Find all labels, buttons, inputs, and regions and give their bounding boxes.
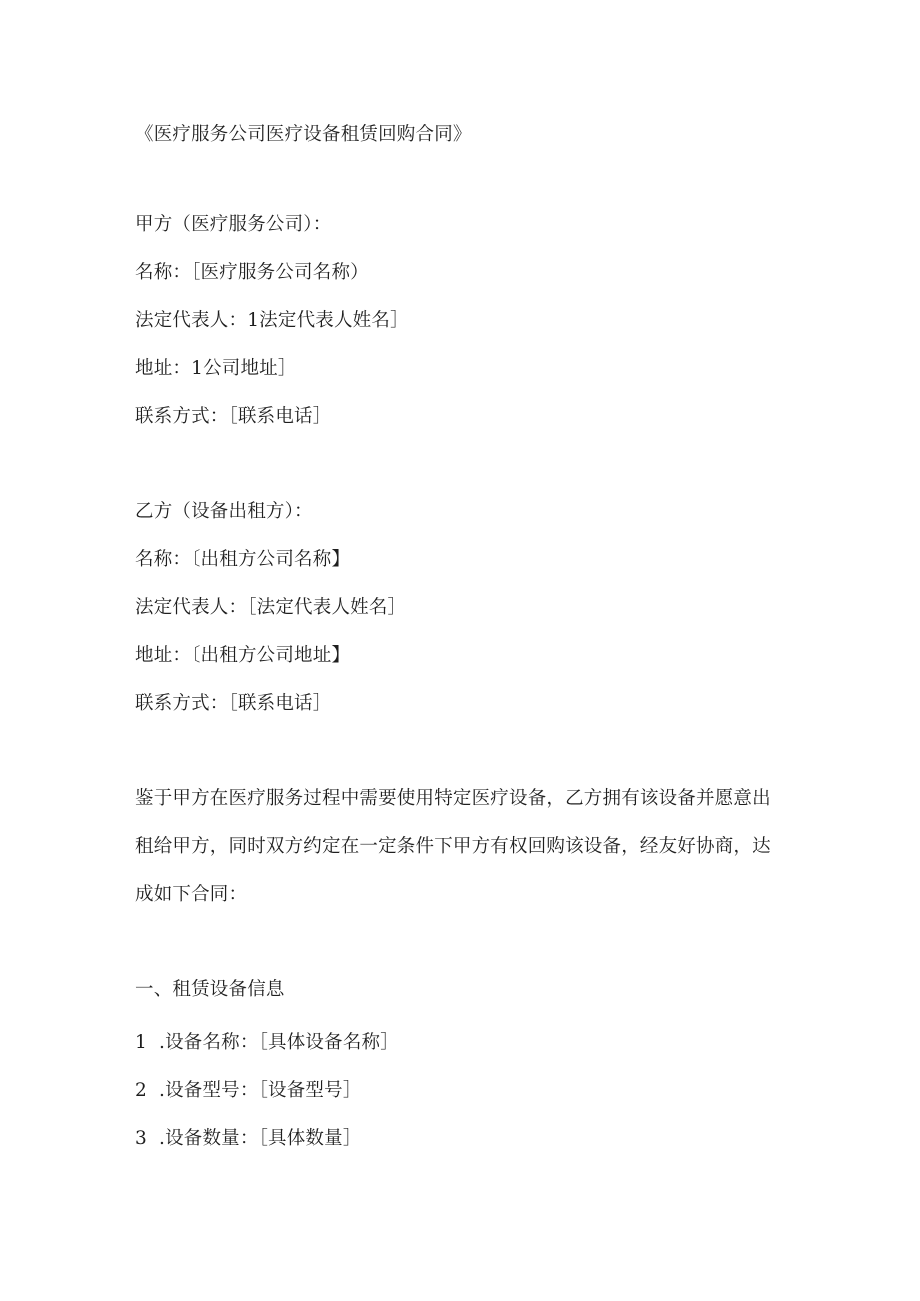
party-a-heading: 甲方（医疗服务公司）： [135, 214, 332, 235]
list-item-text: .设备型号：［设备型号］ [159, 1080, 362, 1101]
list-item [135, 1019, 920, 1067]
preamble-line: 租给甲方，同时双方约定在一定条件下甲方有权回购该设备，经友好协商，达 [135, 836, 771, 857]
list-item-text: .设备名称：［具体设备名称］ [159, 1032, 399, 1053]
contract-title: 《医疗服务公司医疗设备租赁回购合同》 [135, 124, 472, 145]
list-item-number: 1 [135, 1032, 147, 1053]
party-b-legal-representative: 法定代表人：［法定代表人姓名］ [135, 597, 407, 618]
party-b-name: 名称：〔出租方公司名称】 [135, 549, 351, 570]
section-equipment-info [135, 966, 920, 1163]
party-a-address: 地址：1公司地址］ [135, 358, 297, 379]
equipment-list [135, 1019, 920, 1163]
section-heading: 一、租赁设备信息 [135, 979, 285, 1000]
list-item [135, 1115, 920, 1163]
party-b-contact: 联系方式：［联系电话］ [135, 693, 332, 714]
preamble-line: 成如下合同： [135, 884, 248, 905]
list-item-text: .设备数量：［具体数量］ [159, 1128, 362, 1149]
preamble-line: 鉴于甲方在医疗服务过程中需要使用特定医疗设备，乙方拥有该设备并愿意出 [135, 788, 771, 809]
party-a-legal-representative: 法定代表人：1法定代表人姓名］ [135, 310, 409, 331]
list-item [135, 1067, 920, 1115]
party-b-address: 地址：〔出租方公司地址】 [135, 645, 351, 666]
party-a-contact: 联系方式：［联系电话］ [135, 406, 332, 427]
party-a-block [135, 201, 920, 441]
party-b-heading: 乙方（设备出租方）： [135, 501, 313, 522]
list-item-number: 2 [135, 1080, 147, 1101]
list-item-number: 3 [135, 1128, 147, 1149]
party-b-block [135, 488, 920, 728]
preamble-paragraph [135, 775, 920, 919]
party-a-name: 名称：［医疗服务公司名称） [135, 262, 369, 283]
